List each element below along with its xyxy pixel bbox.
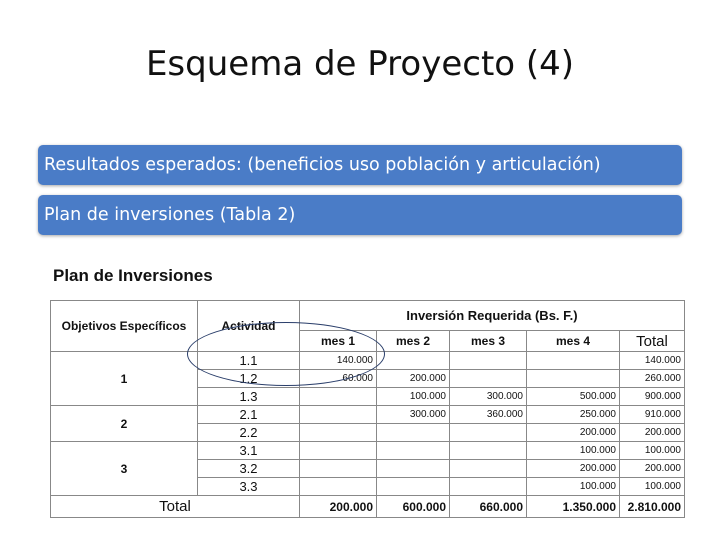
bullet-resultados: Resultados esperados: (beneficios uso población y articulación) bbox=[38, 145, 682, 185]
row-total-cell: 100.000 bbox=[620, 478, 685, 496]
totals-row bbox=[51, 496, 685, 518]
value-cell: 140.000 bbox=[300, 352, 377, 370]
value-cell bbox=[377, 352, 450, 370]
table-heading: Plan de Inversiones bbox=[53, 266, 213, 285]
value-cell: 250.000 bbox=[527, 406, 620, 424]
value-cell: 200.000 bbox=[527, 460, 620, 478]
row-total-cell: 100.000 bbox=[620, 442, 685, 460]
activity-cell: 1.3 bbox=[198, 388, 300, 406]
value-cell bbox=[527, 370, 620, 388]
value-cell: 360.000 bbox=[450, 406, 527, 424]
value-cell bbox=[450, 352, 527, 370]
header-inversion: Inversión Requerida (Bs. F.) bbox=[300, 301, 685, 331]
activity-cell: 3.1 bbox=[198, 442, 300, 460]
activity-cell: 3.3 bbox=[198, 478, 300, 496]
header-mes-3: mes 3 bbox=[450, 331, 527, 352]
value-cell: 100.000 bbox=[527, 478, 620, 496]
row-total-cell: 200.000 bbox=[620, 424, 685, 442]
objective-cell: 1 bbox=[51, 352, 198, 406]
header-actividad: Actividad bbox=[198, 301, 300, 352]
activity-cell: 2.2 bbox=[198, 424, 300, 442]
row-total-cell: 200.000 bbox=[620, 460, 685, 478]
header-total: Total bbox=[620, 331, 685, 352]
row-total-cell: 260.000 bbox=[620, 370, 685, 388]
value-cell bbox=[377, 424, 450, 442]
activity-cell: 1.2 bbox=[198, 370, 300, 388]
investment-table bbox=[50, 300, 685, 518]
activity-cell: 2.1 bbox=[198, 406, 300, 424]
value-cell bbox=[300, 442, 377, 460]
value-cell bbox=[450, 424, 527, 442]
value-cell: 200.000 bbox=[527, 424, 620, 442]
value-cell bbox=[377, 460, 450, 478]
value-cell bbox=[300, 406, 377, 424]
header-objetivos: Objetivos Específicos bbox=[51, 301, 198, 352]
value-cell bbox=[450, 370, 527, 388]
value-cell bbox=[300, 460, 377, 478]
value-cell bbox=[377, 478, 450, 496]
value-cell: 300.000 bbox=[450, 388, 527, 406]
value-cell bbox=[450, 442, 527, 460]
total-mes-4: 1.350.000 bbox=[527, 496, 620, 518]
table-row bbox=[51, 406, 685, 424]
value-cell bbox=[450, 460, 527, 478]
value-cell: 100.000 bbox=[377, 388, 450, 406]
value-cell bbox=[300, 424, 377, 442]
value-cell: 60.000 bbox=[300, 370, 377, 388]
header-mes-4: mes 4 bbox=[527, 331, 620, 352]
value-cell: 500.000 bbox=[527, 388, 620, 406]
header-mes-1: mes 1 bbox=[300, 331, 377, 352]
total-mes-2: 600.000 bbox=[377, 496, 450, 518]
value-cell: 200.000 bbox=[377, 370, 450, 388]
value-cell: 100.000 bbox=[527, 442, 620, 460]
value-cell bbox=[300, 478, 377, 496]
header-mes-2: mes 2 bbox=[377, 331, 450, 352]
row-total-cell: 900.000 bbox=[620, 388, 685, 406]
grand-total: 2.810.000 bbox=[620, 496, 685, 518]
value-cell bbox=[450, 478, 527, 496]
objective-cell: 2 bbox=[51, 406, 198, 442]
activity-cell: 3.2 bbox=[198, 460, 300, 478]
total-mes-3: 660.000 bbox=[450, 496, 527, 518]
highlight-ellipse bbox=[187, 322, 385, 386]
value-cell bbox=[527, 352, 620, 370]
activity-cell: 1.1 bbox=[198, 352, 300, 370]
row-total-cell: 910.000 bbox=[620, 406, 685, 424]
bullet-plan-inversiones: Plan de inversiones (Tabla 2) bbox=[38, 195, 682, 235]
total-mes-1: 200.000 bbox=[300, 496, 377, 518]
slide-title: Esquema de Proyecto (4) bbox=[145, 44, 575, 84]
row-total-cell: 140.000 bbox=[620, 352, 685, 370]
value-cell bbox=[377, 442, 450, 460]
value-cell: 300.000 bbox=[377, 406, 450, 424]
value-cell bbox=[300, 388, 377, 406]
table-row bbox=[51, 442, 685, 460]
totals-label: Total bbox=[51, 496, 300, 518]
objective-cell: 3 bbox=[51, 442, 198, 496]
